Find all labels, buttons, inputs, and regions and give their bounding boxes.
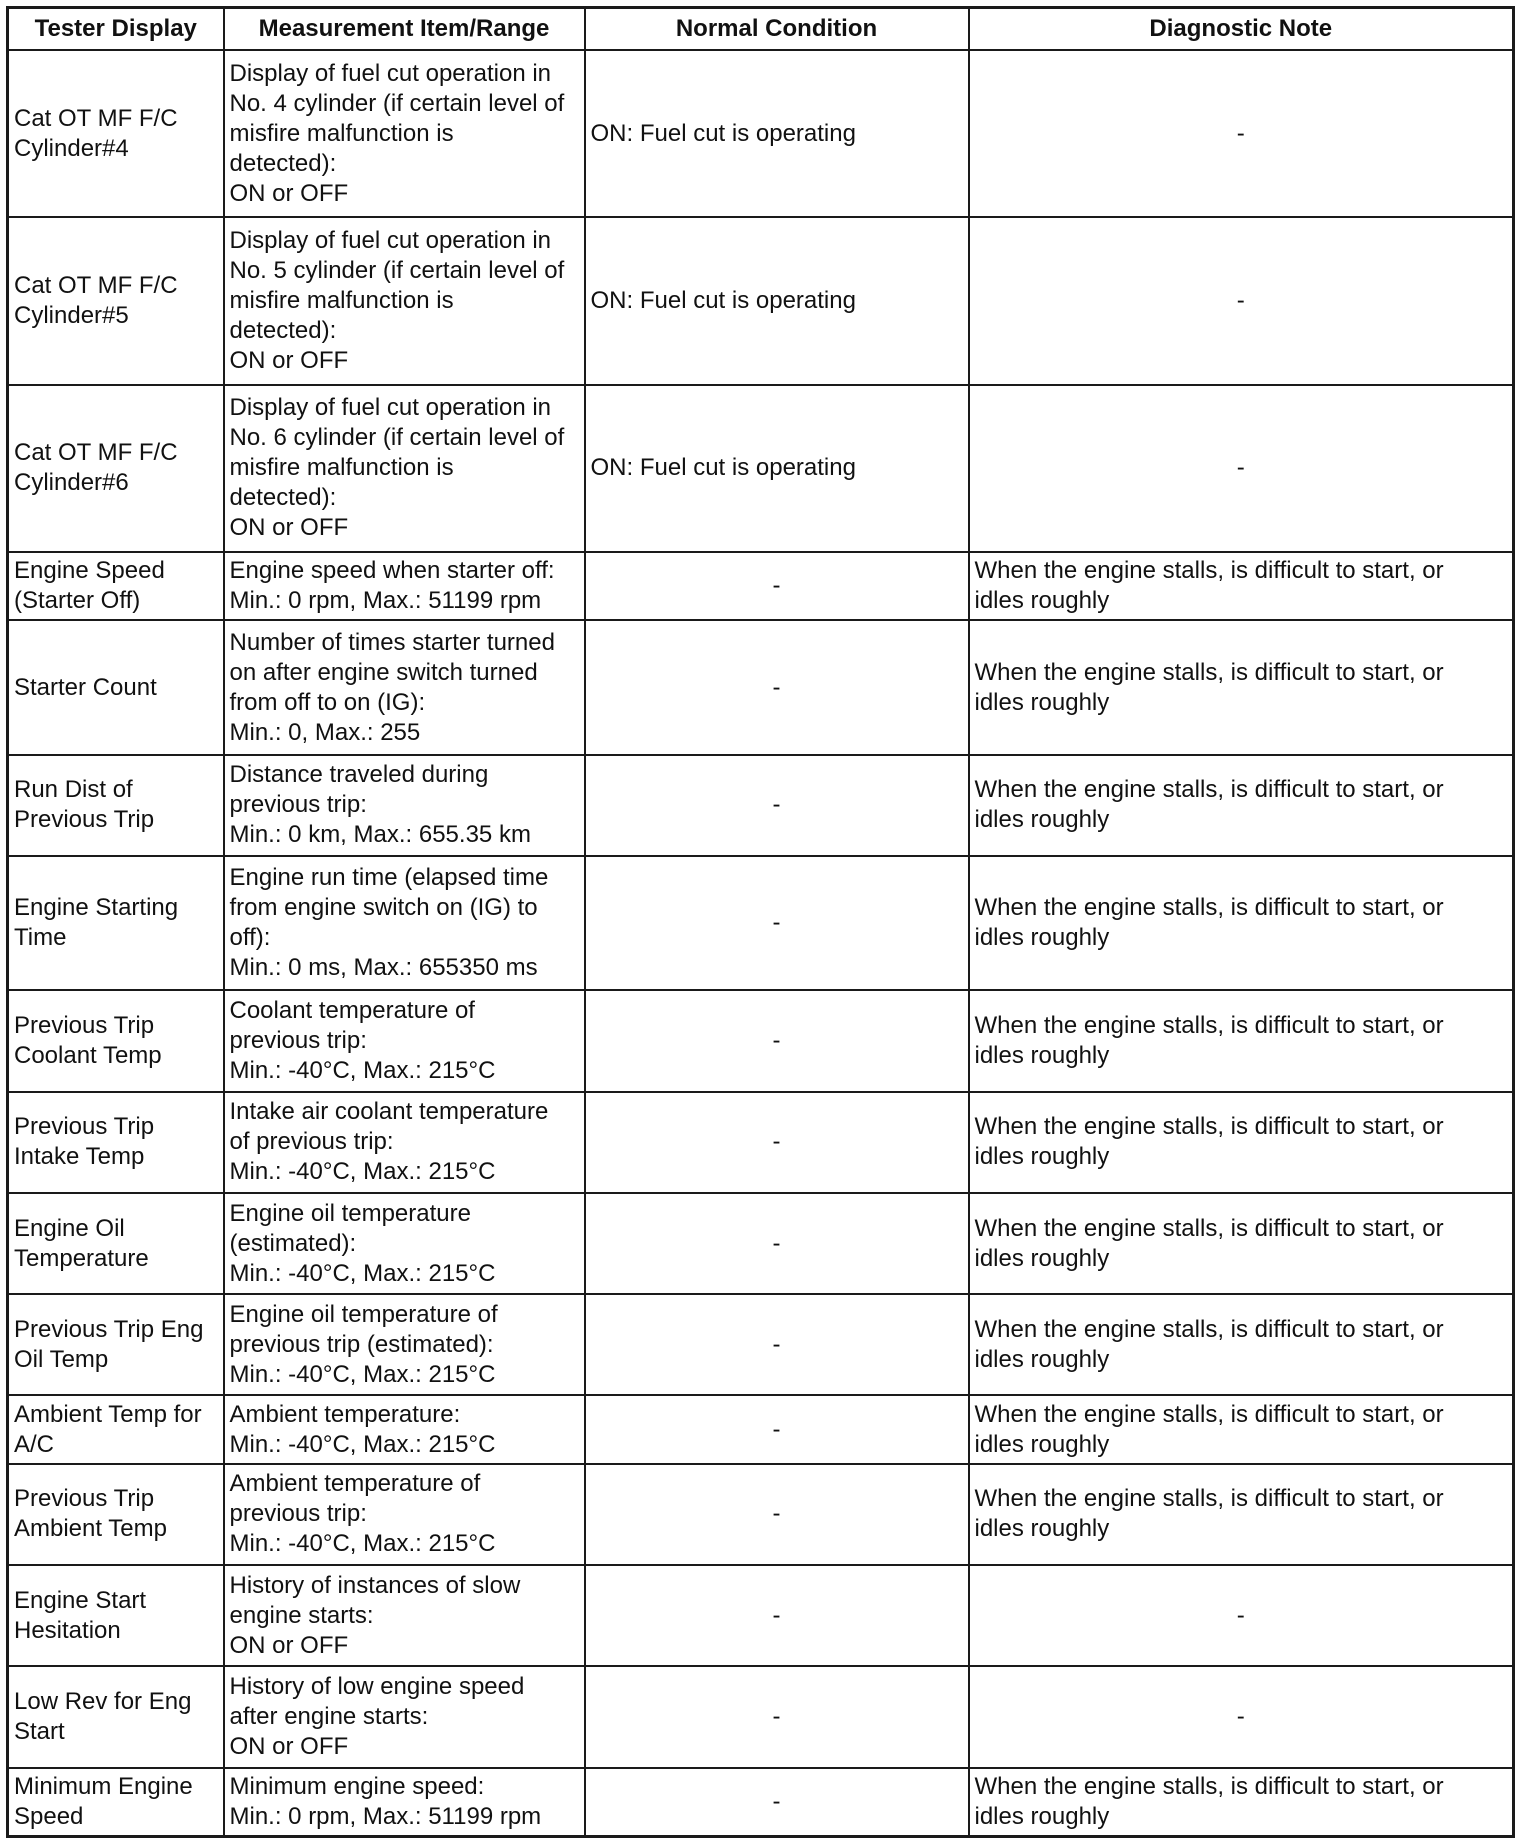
table-row xyxy=(8,1294,1514,1395)
measurement-cell: Engine oil temperature of previous trip (estimated): Min.: -40°C, Max.: 215°C xyxy=(224,1294,585,1395)
tester-display-cell: Previous Trip Eng Oil Temp xyxy=(8,1294,224,1395)
header-row xyxy=(8,8,1514,51)
measurement-cell: Display of fuel cut operation in No. 5 cylinder (if certain level of misfire malfunction is detected): ON or OFF xyxy=(224,217,585,384)
measurement-cell: Ambient temperature of previous trip: Min.: -40°C, Max.: 215°C xyxy=(224,1464,585,1565)
diagnostic-note-cell: When the engine stalls, is difficult to start, or idles roughly xyxy=(969,856,1514,990)
normal-condition-cell: - xyxy=(585,1768,969,1837)
table-row xyxy=(8,1666,1514,1767)
table-row xyxy=(8,217,1514,384)
measurement-cell: Ambient temperature: Min.: -40°C, Max.: 215°C xyxy=(224,1395,585,1463)
tester-display-cell: Low Rev for Eng Start xyxy=(8,1666,224,1767)
normal-condition-cell: - xyxy=(585,856,969,990)
measurement-cell: Engine run time (elapsed time from engine switch on (IG) to off): Min.: 0 ms, Max.: 655350 ms xyxy=(224,856,585,990)
measurement-cell: Number of times starter turned on after engine switch turned from off to on (IG): Min.: 0, Max.: 255 xyxy=(224,620,585,754)
table-row xyxy=(8,552,1514,620)
diagnostic-note-cell: When the engine stalls, is difficult to start, or idles roughly xyxy=(969,1294,1514,1395)
tester-display-cell: Ambient Temp for A/C xyxy=(8,1395,224,1463)
tester-display-cell: Previous Trip Intake Temp xyxy=(8,1092,224,1193)
table-row xyxy=(8,755,1514,856)
table-row xyxy=(8,990,1514,1091)
table-row xyxy=(8,385,1514,552)
tester-display-cell: Engine Speed (Starter Off) xyxy=(8,552,224,620)
diagnostic-note-cell: When the engine stalls, is difficult to start, or idles roughly xyxy=(969,620,1514,754)
tester-display-cell: Run Dist of Previous Trip xyxy=(8,755,224,856)
table-row xyxy=(8,856,1514,990)
tester-display-cell: Cat OT MF F/C Cylinder#4 xyxy=(8,50,224,217)
data-list-table xyxy=(6,6,1515,1838)
tester-display-cell: Cat OT MF F/C Cylinder#5 xyxy=(8,217,224,384)
table-row xyxy=(8,1464,1514,1565)
diagnostic-note-cell: When the engine stalls, is difficult to start, or idles roughly xyxy=(969,990,1514,1091)
tester-display-cell: Starter Count xyxy=(8,620,224,754)
normal-condition-cell: - xyxy=(585,755,969,856)
table-row xyxy=(8,1193,1514,1294)
header-measurement-item: Measurement Item/Range xyxy=(224,8,585,51)
normal-condition-cell: - xyxy=(585,1565,969,1666)
header-diagnostic-note: Diagnostic Note xyxy=(969,8,1514,51)
tester-display-cell: Previous Trip Ambient Temp xyxy=(8,1464,224,1565)
diagnostic-note-cell: - xyxy=(969,50,1514,217)
normal-condition-cell: ON: Fuel cut is operating xyxy=(585,385,969,552)
diagnostic-note-cell: - xyxy=(969,385,1514,552)
diagnostic-note-cell: When the engine stalls, is difficult to start, or idles roughly xyxy=(969,1464,1514,1565)
normal-condition-cell: - xyxy=(585,990,969,1091)
table-row xyxy=(8,620,1514,754)
diagnostic-note-cell: - xyxy=(969,1565,1514,1666)
normal-condition-cell: - xyxy=(585,552,969,620)
normal-condition-cell: - xyxy=(585,1666,969,1767)
header-normal-condition: Normal Condition xyxy=(585,8,969,51)
normal-condition-cell: - xyxy=(585,1395,969,1463)
measurement-cell: Display of fuel cut operation in No. 6 cylinder (if certain level of misfire malfunction is detected): ON or OFF xyxy=(224,385,585,552)
tester-display-cell: Engine Oil Temperature xyxy=(8,1193,224,1294)
diagnostic-note-cell: When the engine stalls, is difficult to start, or idles roughly xyxy=(969,1193,1514,1294)
measurement-cell: History of low engine speed after engine starts: ON or OFF xyxy=(224,1666,585,1767)
tester-display-cell: Cat OT MF F/C Cylinder#6 xyxy=(8,385,224,552)
tester-display-cell: Minimum Engine Speed xyxy=(8,1768,224,1837)
measurement-cell: Minimum engine speed: Min.: 0 rpm, Max.: 51199 rpm xyxy=(224,1768,585,1837)
normal-condition-cell: - xyxy=(585,1294,969,1395)
diagnostic-note-cell: When the engine stalls, is difficult to start, or idles roughly xyxy=(969,1768,1514,1837)
normal-condition-cell: - xyxy=(585,1464,969,1565)
header-tester-display: Tester Display xyxy=(8,8,224,51)
measurement-cell: History of instances of slow engine starts: ON or OFF xyxy=(224,1565,585,1666)
data-list-table-container xyxy=(6,6,1512,1838)
table-row xyxy=(8,1565,1514,1666)
tester-display-cell: Engine Start Hesitation xyxy=(8,1565,224,1666)
measurement-cell: Engine oil temperature (estimated): Min.: -40°C, Max.: 215°C xyxy=(224,1193,585,1294)
diagnostic-note-cell: When the engine stalls, is difficult to start, or idles roughly xyxy=(969,755,1514,856)
normal-condition-cell: ON: Fuel cut is operating xyxy=(585,50,969,217)
diagnostic-note-cell: When the engine stalls, is difficult to start, or idles roughly xyxy=(969,1395,1514,1463)
normal-condition-cell: ON: Fuel cut is operating xyxy=(585,217,969,384)
measurement-cell: Display of fuel cut operation in No. 4 cylinder (if certain level of misfire malfunction is detected): ON or OFF xyxy=(224,50,585,217)
measurement-cell: Engine speed when starter off: Min.: 0 rpm, Max.: 51199 rpm xyxy=(224,552,585,620)
table-row xyxy=(8,1395,1514,1463)
diagnostic-note-cell: - xyxy=(969,217,1514,384)
normal-condition-cell: - xyxy=(585,620,969,754)
table-row xyxy=(8,50,1514,217)
tester-display-cell: Previous Trip Coolant Temp xyxy=(8,990,224,1091)
measurement-cell: Coolant temperature of previous trip: Min.: -40°C, Max.: 215°C xyxy=(224,990,585,1091)
tester-display-cell: Engine Starting Time xyxy=(8,856,224,990)
normal-condition-cell: - xyxy=(585,1092,969,1193)
measurement-cell: Intake air coolant temperature of previous trip: Min.: -40°C, Max.: 215°C xyxy=(224,1092,585,1193)
diagnostic-note-cell: When the engine stalls, is difficult to start, or idles roughly xyxy=(969,552,1514,620)
measurement-cell: Distance traveled during previous trip: Min.: 0 km, Max.: 655.35 km xyxy=(224,755,585,856)
diagnostic-note-cell: When the engine stalls, is difficult to start, or idles roughly xyxy=(969,1092,1514,1193)
table-row xyxy=(8,1092,1514,1193)
table-row xyxy=(8,1768,1514,1837)
normal-condition-cell: - xyxy=(585,1193,969,1294)
diagnostic-note-cell: - xyxy=(969,1666,1514,1767)
